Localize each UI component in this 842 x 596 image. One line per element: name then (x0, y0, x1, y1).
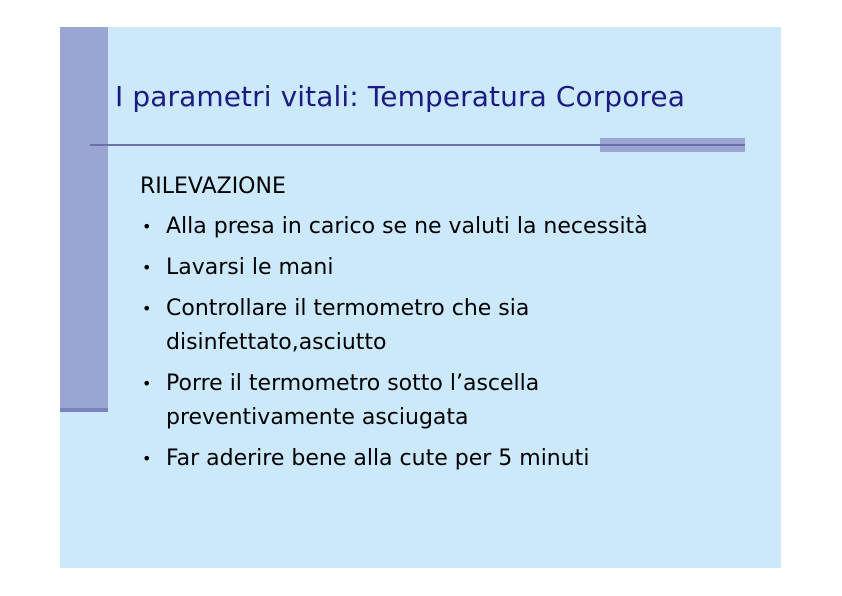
bullet-text-continuation: preventivamente asciugata (166, 405, 469, 430)
bullet-text-continuation: disinfettato,asciutto (166, 330, 387, 355)
bullet-list (140, 210, 760, 476)
bullet-text: Lavarsi le mani (166, 255, 334, 280)
slide-body (140, 170, 760, 483)
bullet-text: Porre il termometro sotto l’ascella (166, 371, 540, 396)
bullet-item (140, 251, 760, 285)
left-accent-bar (60, 27, 108, 409)
divider-accent-line (600, 144, 745, 146)
bullet-item (140, 367, 760, 435)
bullet-text: Far aderire bene alla cute per 5 minuti (166, 446, 590, 471)
bullet-item (140, 442, 760, 476)
left-accent-bar-edge (60, 408, 108, 412)
bullet-text: Controllare il termometro che sia (166, 296, 530, 321)
bullet-text: Alla presa in carico se ne valuti la necessità (166, 214, 648, 239)
bullet-icon: • (142, 258, 152, 277)
slide-title: I parametri vitali: Temperatura Corporea (115, 80, 686, 113)
section-heading: RILEVAZIONE (140, 174, 286, 199)
bullet-icon: • (142, 299, 152, 318)
bullet-icon: • (142, 217, 152, 236)
bullet-icon: • (142, 374, 152, 393)
bullet-item (140, 292, 760, 360)
bullet-icon: • (142, 449, 152, 468)
bullet-item (140, 210, 760, 244)
